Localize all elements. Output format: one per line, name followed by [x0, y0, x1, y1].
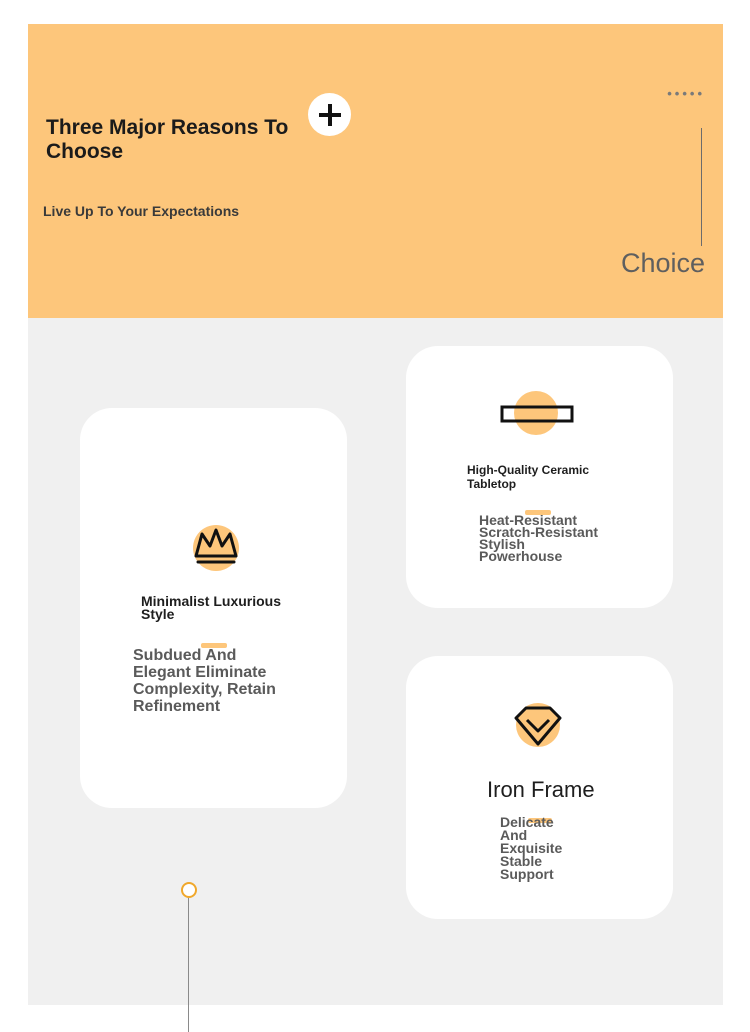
feature-description: Delicate And Exquisite Stable Support — [500, 814, 563, 882]
page-subtitle: Live Up To Your Expectations — [43, 203, 240, 219]
feature-description: Subdued And Elegant Eliminate Complexity, Retain Refinement — [133, 647, 276, 715]
feature-title: Minimalist Luxurious Style — [141, 593, 282, 622]
choice-label: Choice — [620, 248, 705, 278]
plus-button[interactable] — [308, 93, 351, 136]
divider-line — [701, 128, 702, 246]
feature-card-frame — [406, 656, 673, 919]
timeline-line — [188, 898, 189, 1032]
hero-header — [28, 24, 723, 318]
feature-card-style — [80, 408, 347, 808]
tabletop-icon — [501, 406, 573, 422]
feature-title: Iron Frame — [487, 777, 595, 802]
feature-description: Heat-Resistant Scratch-Resistant Stylish Powerhouse — [479, 512, 599, 564]
crown-icon — [192, 526, 240, 574]
plus-icon — [317, 102, 343, 128]
feature-card-tabletop — [406, 346, 673, 608]
diamond-icon — [514, 704, 562, 748]
timeline-dot — [181, 882, 197, 898]
dots-indicator: ••••• — [667, 86, 705, 101]
page-title: Three Major Reasons To Choose — [46, 116, 289, 163]
feature-title: High-Quality Ceramic Tabletop — [467, 463, 590, 491]
